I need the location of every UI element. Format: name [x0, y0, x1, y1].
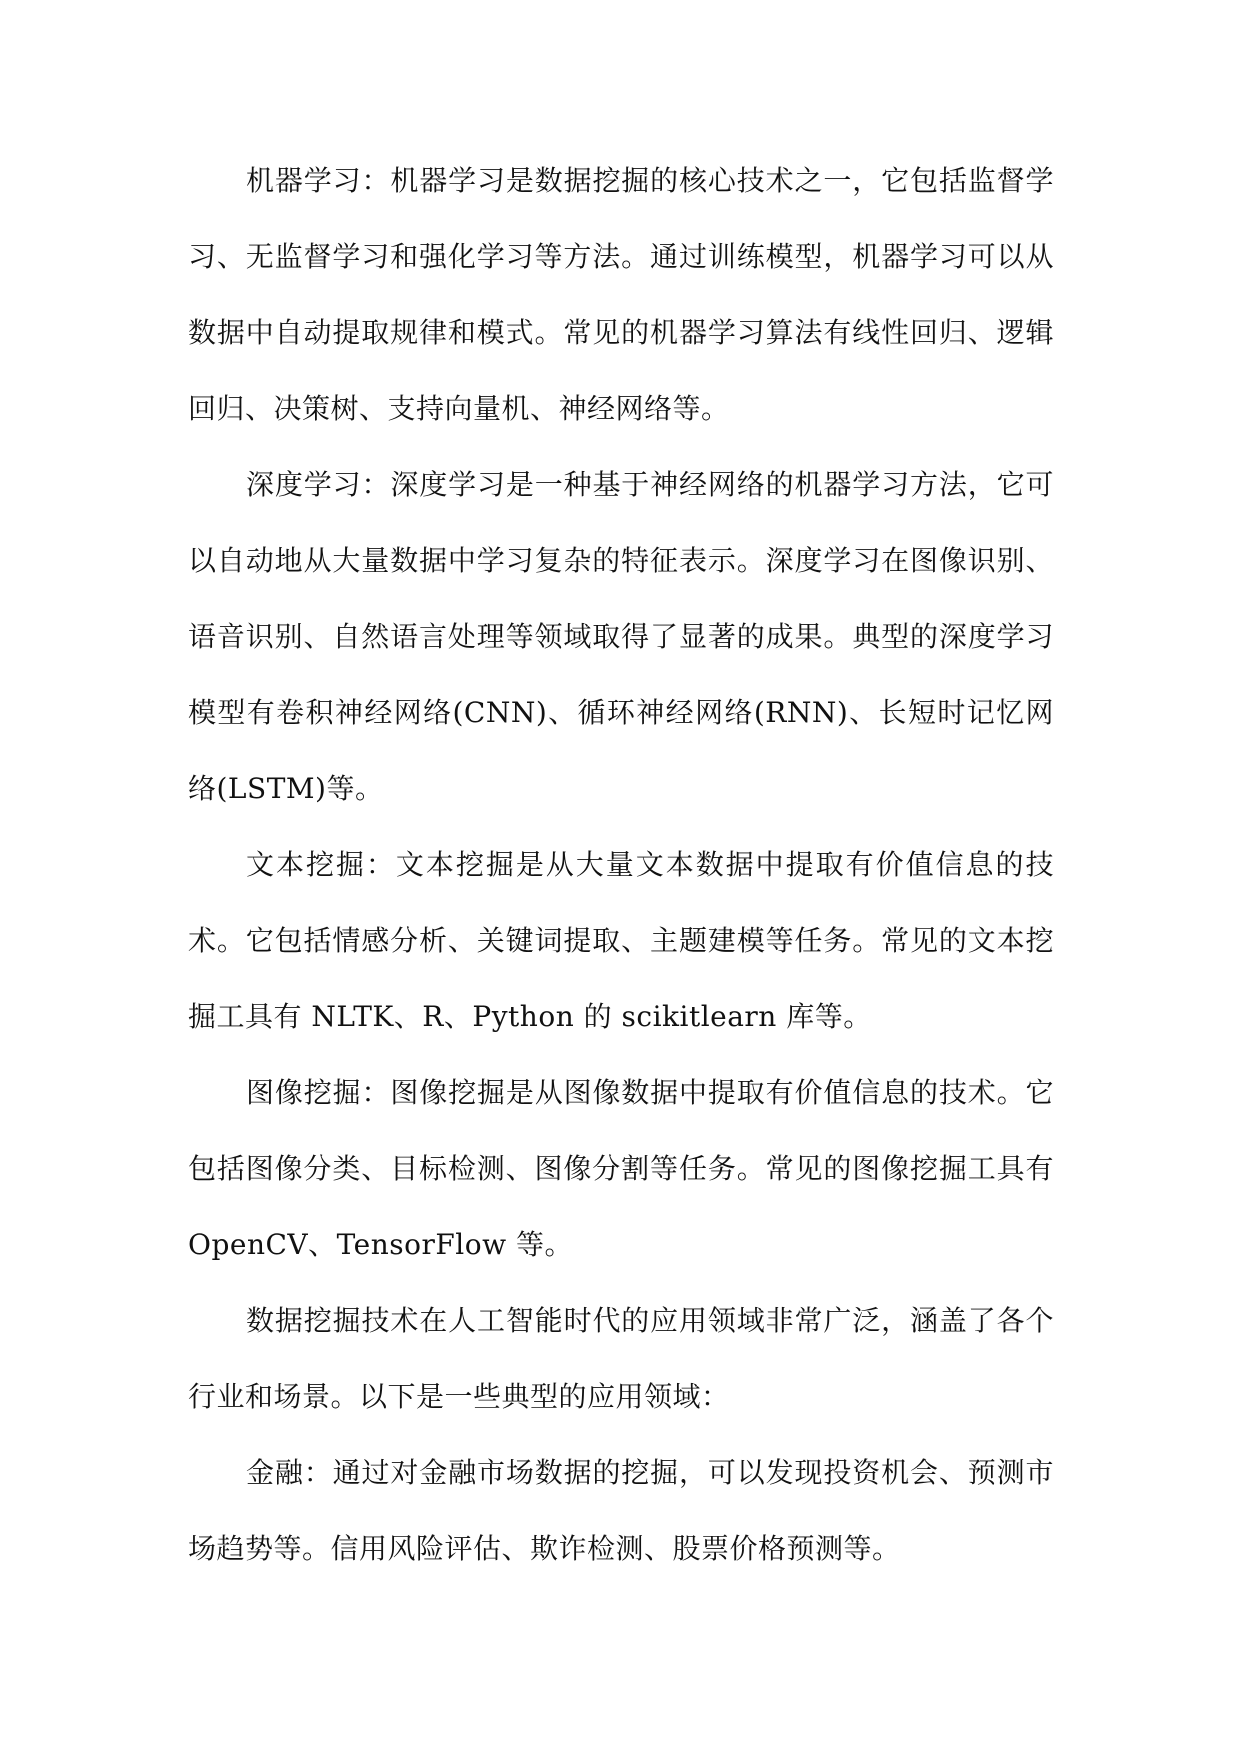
- paragraph-applications-intro: 数据挖掘技术在人工智能时代的应用领域非常广泛，涵盖了各个行业和场景。以下是一些典型的应用领域：: [188, 1304, 1054, 1413]
- document-body: [188, 143, 1054, 1587]
- paragraph-image-mining: 图像挖掘：图像挖掘是从图像数据中提取有价值信息的技术。它包括图像分类、目标检测、图像分割等任务。常见的图像挖掘工具有OpenCV、TensorFlow 等。: [188, 1076, 1054, 1261]
- paragraph-text-mining: 文本挖掘：文本挖掘是从大量文本数据中提取有价值信息的技术。它包括情感分析、关键词提取、主题建模等任务。常见的文本挖掘工具有 NLTK、R、Python 的 scikitlearn 库等。: [188, 848, 1054, 1033]
- paragraph-finance: 金融：通过对金融市场数据的挖掘，可以发现投资机会、预测市场趋势等。信用风险评估、欺诈检测、股票价格预测等。: [188, 1456, 1054, 1565]
- paragraph-deep-learning: 深度学习：深度学习是一种基于神经网络的机器学习方法，它可以自动地从大量数据中学习复杂的特征表示。深度学习在图像识别、语音识别、自然语言处理等领域取得了显著的成果。典型的深度学习模型有卷积神经网络(CNN)、循环神经网络(RNN)、长短时记忆网络(LSTM)等。: [188, 468, 1054, 805]
- paragraph-machine-learning: 机器学习：机器学习是数据挖掘的核心技术之一，它包括监督学习、无监督学习和强化学习等方法。通过训练模型，机器学习可以从数据中自动提取规律和模式。常见的机器学习算法有线性回归、逻辑回归、决策树、支持向量机、神经网络等。: [188, 164, 1054, 425]
